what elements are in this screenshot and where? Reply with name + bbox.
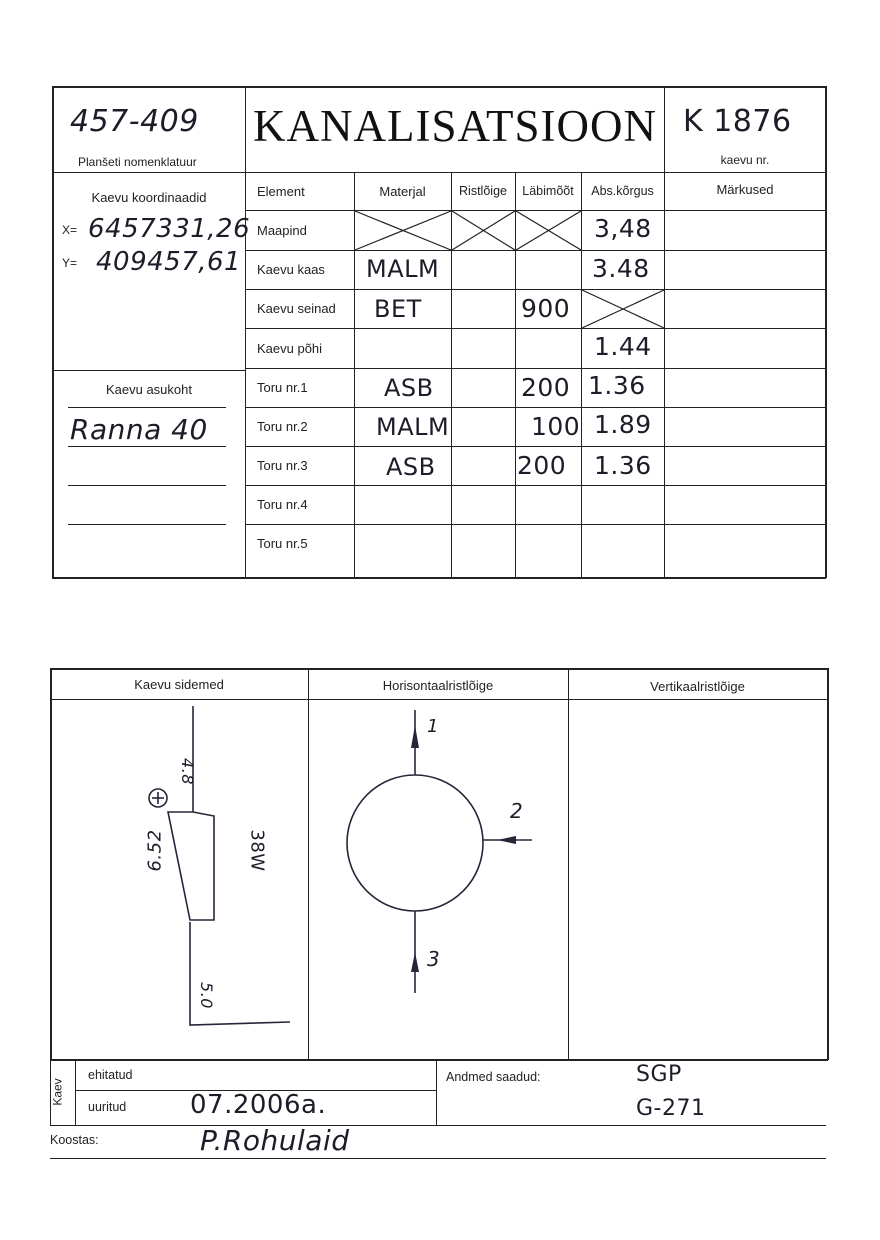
plansheet-label: Planšeti nomenklatuur: [78, 155, 197, 169]
location-value: Ranna 40: [70, 413, 208, 446]
row-element-7: Toru nr.3: [257, 458, 308, 473]
sketch-note-3: 38W: [246, 829, 268, 872]
sketch-note-4: 5.0: [196, 982, 216, 1009]
header-cross-section: Ristlõige: [459, 184, 507, 198]
row-element-9: Toru nr.5: [257, 536, 308, 551]
sketch-note-1: 4.8: [177, 758, 197, 785]
row-element-1: Maapind: [257, 223, 307, 238]
data-source-value-1: SGP: [636, 1062, 682, 1087]
row-abs-height-6: 1.89: [594, 410, 652, 439]
row-abs-height-4: 1.44: [594, 332, 652, 361]
plansheet-value: 457-409: [70, 104, 199, 139]
well-number: K 1876: [683, 104, 792, 139]
row-element-8: Toru nr.4: [257, 497, 308, 512]
compiled-label: Koostas:: [50, 1133, 99, 1147]
row-abs-height-2: 3.48: [592, 254, 650, 283]
header-abs-height: Abs.kõrgus: [591, 184, 654, 198]
col-horizontal-title: Horisontaalristlõige: [382, 678, 494, 693]
pipe-label-3: 3: [427, 947, 441, 971]
row-abs-height-5: 1.36: [588, 371, 646, 400]
y-label: Y=: [62, 256, 78, 270]
header-element: Element: [257, 184, 305, 199]
row-material-6: MALM: [376, 413, 450, 441]
x-coordinate: 6457331,26: [88, 214, 251, 244]
page-title: KANALISATSIOON: [253, 101, 657, 151]
row-abs-height-1: 3,48: [594, 214, 652, 243]
row-diameter-3: 900: [521, 294, 571, 323]
coordinates-label: Kaevu koordinaadid: [91, 190, 207, 205]
row-element-3: Kaevu seinad: [257, 301, 336, 316]
header-diameter: Läbimõõt: [522, 184, 574, 198]
data-source-value-2: G-271: [636, 1096, 706, 1121]
location-label: Kaevu asukoht: [105, 382, 192, 397]
row-diameter-6: 100: [531, 412, 581, 441]
row-element-2: Kaevu kaas: [257, 262, 325, 277]
row-material-2: MALM: [366, 255, 440, 283]
x-label: X=: [62, 223, 78, 237]
row-material-3: BET: [374, 295, 422, 323]
header-material: Materjal: [379, 184, 426, 199]
header-notes: Märkused: [716, 182, 774, 197]
row-diameter-5: 200: [521, 373, 571, 402]
compiled-value: P.Rohulaid: [200, 1124, 350, 1157]
pipe-label-1: 1: [427, 716, 439, 737]
row-element-4: Kaevu põhi: [257, 341, 323, 356]
footer-side-label: Kaev: [50, 1078, 65, 1106]
row-abs-height-7: 1.36: [594, 451, 652, 480]
row-material-7: ASB: [386, 453, 436, 481]
col-vertical-title: Vertikaalristlõige: [650, 679, 745, 694]
row-element-5: Toru nr.1: [257, 380, 308, 395]
well-number-label: kaevu nr.: [720, 153, 770, 167]
sketch-note-2: 6.52: [144, 829, 166, 872]
row-element-6: Toru nr.2: [257, 419, 308, 434]
col-ties-title: Kaevu sidemed: [134, 677, 224, 692]
row-material-5: ASB: [384, 374, 434, 402]
row-diameter-7: 200: [517, 451, 567, 480]
data-source-label: Andmed saadud:: [446, 1070, 541, 1084]
built-label: ehitatud: [88, 1068, 133, 1082]
surveyed-label: uuritud: [88, 1100, 127, 1114]
pipe-label-2: 2: [510, 799, 524, 823]
surveyed-value: 07.2006a.: [190, 1090, 327, 1120]
y-coordinate: 409457,61: [96, 247, 242, 277]
